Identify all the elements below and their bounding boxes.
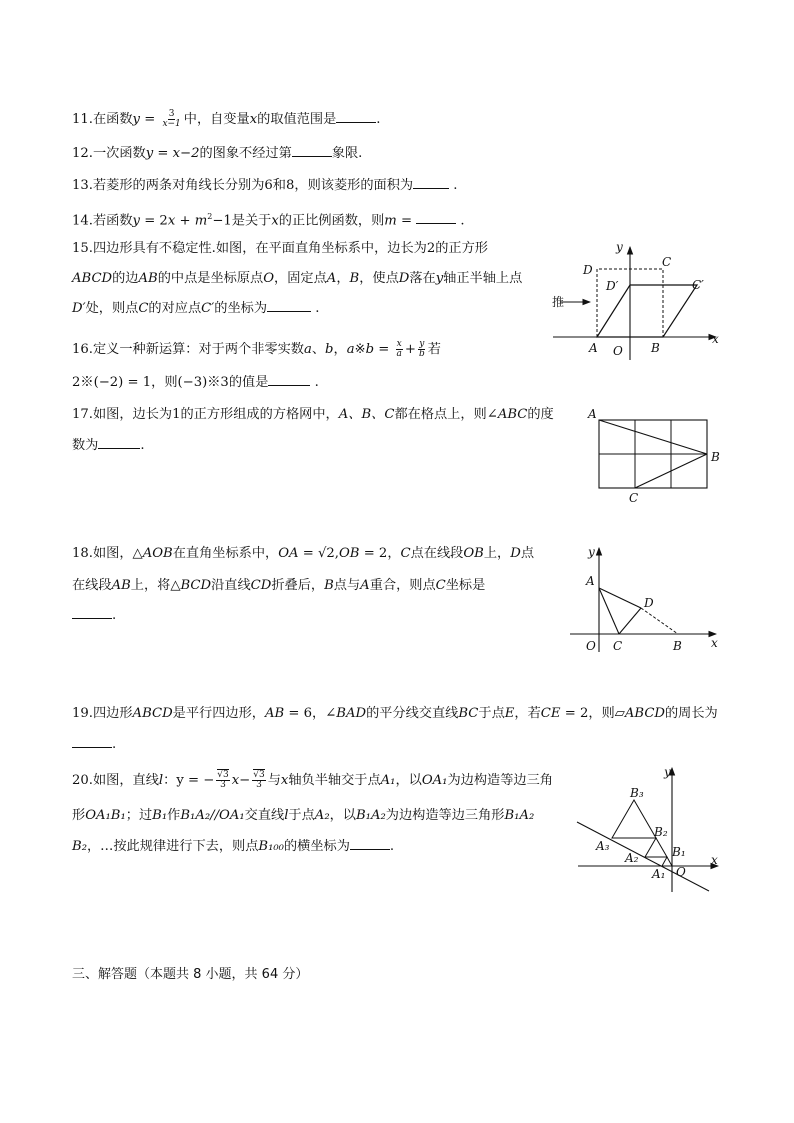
- label-O: O: [676, 865, 686, 879]
- question-17-line1: 17.如图，边长为1的正方形组成的方格网中，A、B、C都在格点上，则∠ABC的度: [72, 407, 554, 422]
- question-20-line1: 20.如图，直线l：y = − $\frac{√3}{3}$ x− $\frac{√3}{3}$ 与x轴负半轴交于点A₁，以OA₁为边构造等边三角: [72, 770, 553, 790]
- label-C: C: [613, 639, 623, 653]
- triangle-B1A2B2: [645, 838, 667, 857]
- label-O: O: [586, 639, 596, 653]
- question-14: 14.若函数$y = 2x + m^2-1$是关于x的正比例函数，则m = .: [72, 212, 465, 229]
- section-title: 三、解答题（本题共 8 小题，共 64 分）: [72, 967, 309, 982]
- label-C: C: [662, 255, 672, 269]
- fraction: $\frac{3}{x-1}$: [162, 109, 181, 129]
- question-19-line2: .: [72, 736, 116, 754]
- question-15-line1: 15.四边形具有不稳定性.如图，在平面直角坐标系中，边长为2的正方形: [72, 241, 488, 256]
- question-17-line2: 数为 .: [72, 438, 145, 453]
- question-12: 12.一次函数y = x−2的图象不经过第 象限.: [72, 146, 363, 161]
- label-C-prime: C′: [692, 278, 704, 292]
- question-11: 11.在函数y = $\frac{3}{x-1}$ 中，自变量x的取值范围是 .: [72, 109, 381, 129]
- label-A: A: [588, 407, 597, 421]
- label-D: D: [644, 596, 654, 610]
- label-B1: B₁: [672, 845, 686, 859]
- label-push: 推: [552, 295, 565, 309]
- triangle-B2A3B3: [612, 800, 656, 838]
- label-A: A: [586, 574, 595, 588]
- label-y: y: [588, 545, 595, 559]
- question-15-line2: ABCD的边AB的中点是坐标原点O，固定点A，B，使点D落在y轴正半轴上点: [72, 271, 523, 286]
- label-D: D: [583, 263, 593, 277]
- label-B3: B₃: [630, 786, 644, 800]
- label-B: B: [711, 450, 720, 464]
- question-20-line2: 形OA₁B₁；过B₁作B₁A₂//OA₁交直线l于点A₂，以B₁A₂为边构造等边三角形B₁A₂: [72, 808, 535, 823]
- label-x: x: [711, 853, 718, 867]
- label-D-prime: D′: [606, 279, 619, 293]
- question-13: 13.若菱形的两条对角线长分别为6和8，则该菱形的面积为 .: [72, 178, 458, 193]
- label-B: B: [651, 341, 660, 355]
- question-20-line3: B₂，…按此规律进行下去，则点B₁₀₀的横坐标为 .: [72, 839, 395, 854]
- label-y: y: [616, 240, 623, 254]
- label-A2: A₂: [625, 851, 639, 865]
- label-y: y: [664, 765, 671, 779]
- question-15-line3: D′处，则点C的对应点C′的坐标为 .: [72, 301, 320, 316]
- label-A3: A₃: [596, 839, 610, 853]
- question-18-line1: 18.如图，△AOB在直角坐标系中，OA = √2,OB = 2，C点在线段OB上，D点: [72, 546, 535, 561]
- label-O: O: [613, 344, 623, 358]
- question-18-line2: 在线段AB上，将△BCD沿直线CD折叠后，B点与A重合，则点C坐标是: [72, 578, 486, 593]
- label-x: x: [712, 332, 719, 346]
- label-C: C: [629, 491, 639, 505]
- label-B: B: [673, 639, 682, 653]
- question-16-line1: 16.定义一种新运算：对于两个非零实数a、b，a※b = $\frac{x}{a}$ + $\frac{y}{b}$ 若: [72, 339, 441, 359]
- line-l: [577, 822, 709, 891]
- question-18-line3: .: [72, 607, 116, 625]
- triangle-OA1B1: [662, 857, 672, 866]
- label-x: x: [711, 636, 718, 650]
- question-19-line1: 19.四边形ABCD是平行四边形，AB = 6，∠BAD的平分线交直线BC于点E，若CE = 2，则▱ABCD的周长为: [72, 706, 718, 721]
- label-A: A: [589, 341, 598, 355]
- question-16-line2: 2※(−2) = 1，则(−3)※3的值是 .: [72, 375, 319, 390]
- label-B2: B₂: [654, 825, 668, 839]
- label-A1: A₁: [652, 867, 666, 881]
